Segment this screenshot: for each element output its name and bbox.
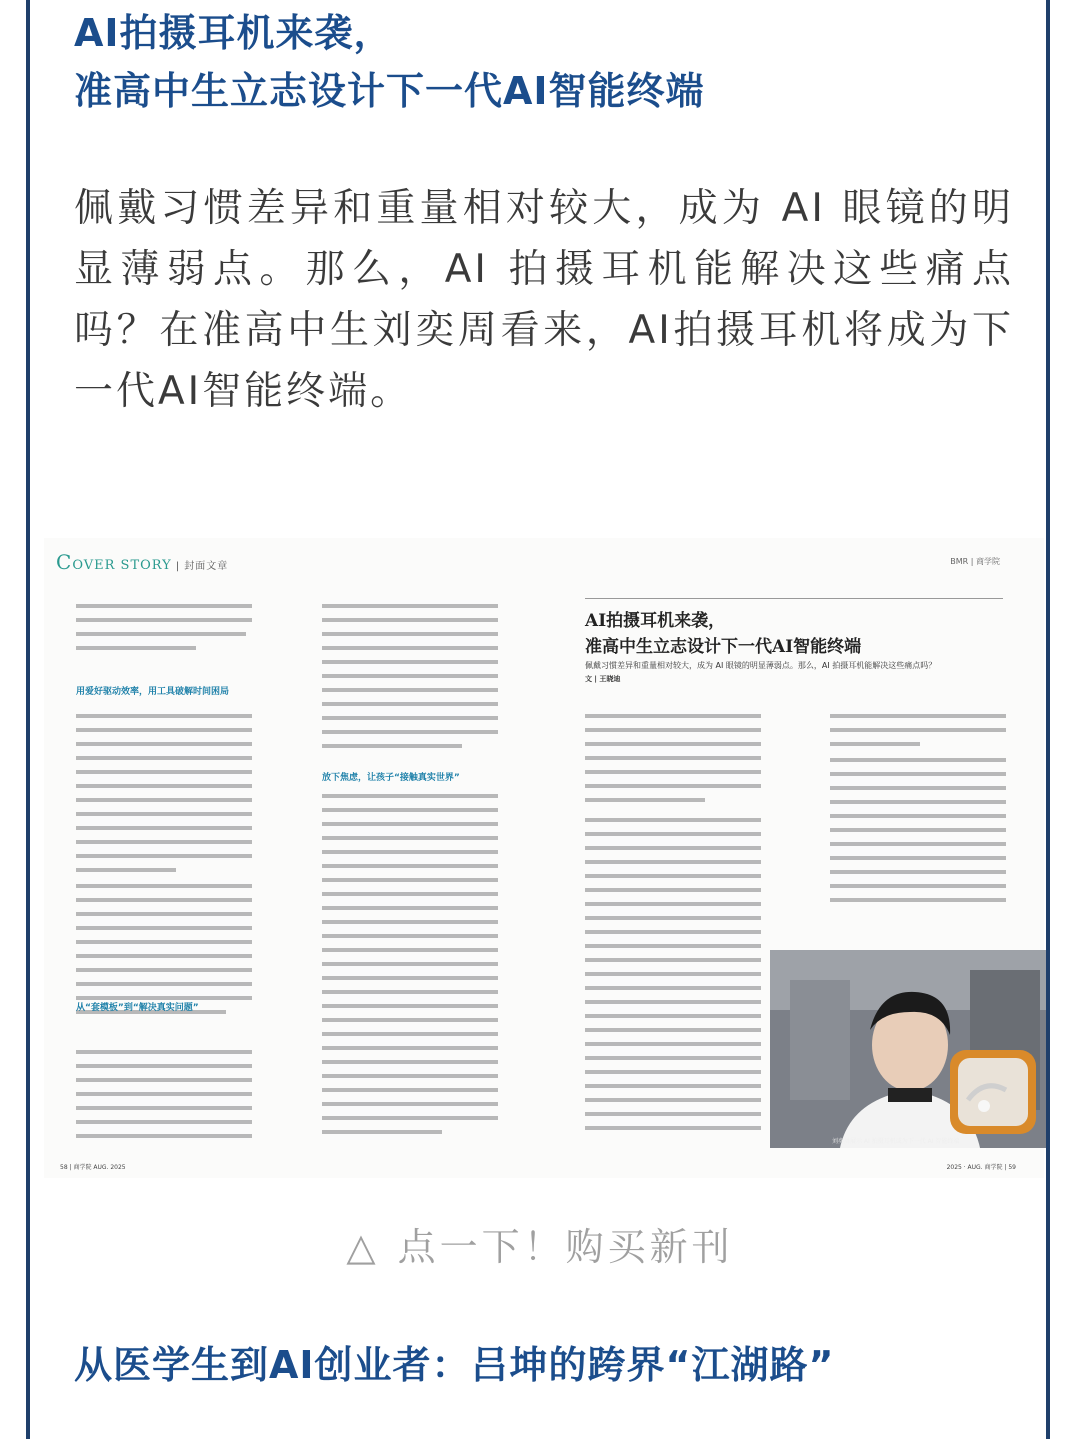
- triangle-icon: △: [346, 1225, 380, 1269]
- photo-caption: 刘奕周展示 AI 拍摄耳机或为下一代 AI 智能终端: [832, 1138, 960, 1145]
- headline-line-2: 准高中生立志设计下一代AI智能终端: [74, 69, 705, 113]
- magazine-subhead-1: 用爱好驱动效率，用工具破解时间困局: [76, 687, 230, 697]
- next-section-title: 从医学生到AI创业者：吕坤的跨界“江湖路”: [74, 1343, 835, 1387]
- portrait-photo: [770, 950, 1046, 1148]
- column-4-text: [830, 714, 1006, 914]
- buy-new-issue-link[interactable]: [0, 1216, 1080, 1271]
- person-with-earphones-illustration: [770, 950, 1046, 1148]
- magazine-dek: 佩戴习惯差异和重量相对较大，成为 AI 眼镜的明显薄弱点。那么，AI 拍摄耳机能解决这些痛点吗？: [585, 661, 937, 670]
- magazine-title: AI拍摄耳机来袭， 准高中生立志设计下一代AI智能终端: [585, 611, 862, 657]
- magazine-spread-image[interactable]: [44, 538, 1044, 1178]
- title-rule: [585, 598, 1003, 599]
- buy-label: 点一下！购买新刊: [397, 1225, 734, 1269]
- intro-paragraph: 佩戴习惯差异和重量相对较大，成为 AI 眼镜的明显薄弱点。那么，AI 拍摄耳机能解决这些痛点吗？在准高中生刘奕周看来，AI拍摄耳机将成为下一代AI智能终端。: [74, 186, 1014, 414]
- page-footer-left: 58 | 商学院 AUG. 2025: [60, 1164, 126, 1171]
- magazine-subhead-2: 从“套模板”到“解决真实问题”: [76, 1003, 199, 1013]
- brand-label: BMR | 商学院: [950, 557, 1000, 566]
- column-3-text: [585, 714, 761, 1144]
- column-2-text: [322, 604, 498, 1144]
- magazine-subhead-3: 放下焦虑，让孩子“接触真实世界”: [322, 773, 460, 783]
- cover-story-logo: COVER STORY | 封面文章: [56, 550, 229, 574]
- page-footer-right: 2025 · AUG. 商学院 | 59: [946, 1164, 1016, 1171]
- article-headline: [74, 4, 1014, 120]
- headline-line-1: AI拍摄耳机来袭，: [74, 11, 393, 55]
- magazine-author: 文 | 王晓迪: [585, 675, 621, 683]
